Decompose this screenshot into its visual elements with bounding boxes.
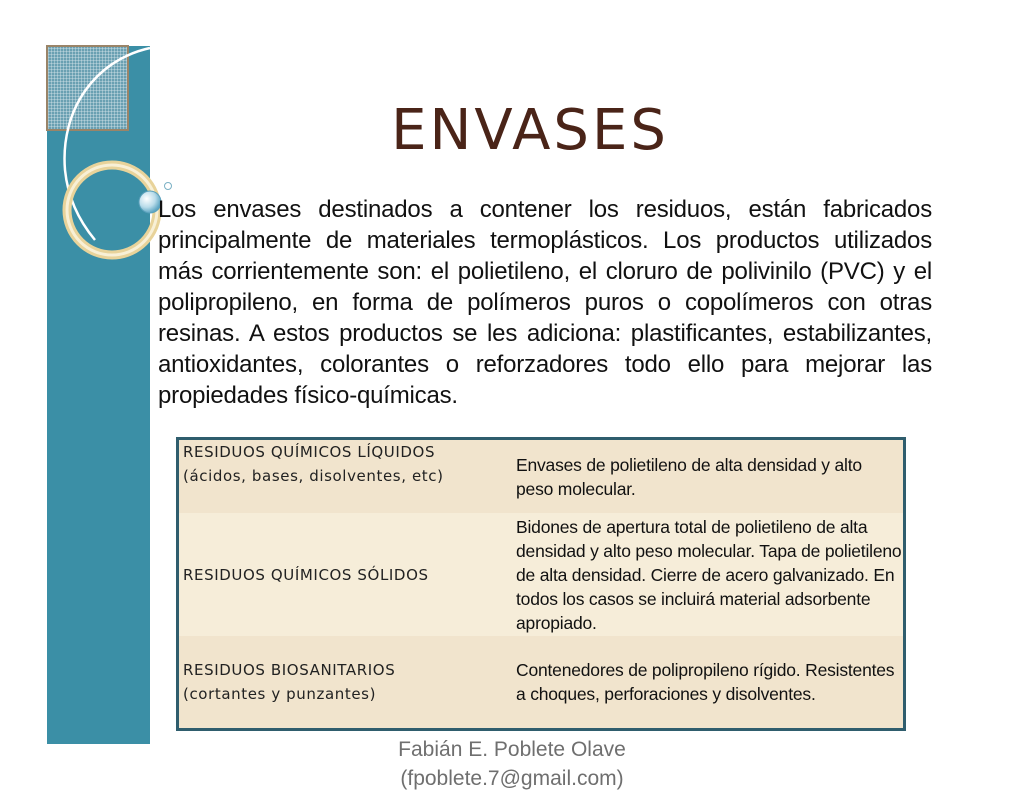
bubble-small: [165, 183, 172, 190]
waste-type-cell: [179, 513, 512, 636]
table-row: [179, 513, 903, 636]
table-row: [179, 636, 903, 728]
table-row: [179, 440, 903, 513]
container-cell: [512, 636, 903, 728]
slide-footer: [330, 735, 694, 793]
waste-type-title: RESIDUOS QUÍMICOS SÓLIDOS: [183, 565, 429, 584]
slide-body-text: Los envases destinados a contener los residuos, están fabricados principalmente de materiales termoplásticos. Los productos utilizados más corrientemente son: el polietileno, el cloruro de polivinilo (PVC) y el polipropileno, en forma de polímeros puros o copolímeros con otras resinas. A estos productos se les adiciona: plastificantes, estabilizantes, antioxidantes, colorantes o reforzadores todo ello para mejorar las propiedades físico-químicas.: [158, 196, 932, 409]
waste-type-detail: (ácidos, bases, disolventes, etc): [183, 467, 444, 485]
container-description: Envases de polietileno de alta densidad y alto peso molecular.: [516, 454, 862, 499]
footer-author: Fabián E. Poblete Olave: [398, 738, 626, 761]
waste-type-title: RESIDUOS QUÍMICOS LÍQUIDOS: [183, 443, 436, 461]
waste-type-title: RESIDUOS BIOSANITARIOS: [183, 661, 396, 679]
waste-type-detail: (cortantes y punzantes): [183, 685, 377, 703]
containers-table: [176, 437, 906, 731]
container-cell: [512, 440, 903, 513]
waste-type-cell: [179, 636, 512, 728]
slide-title: ENVASES: [391, 98, 669, 163]
container-cell: [512, 513, 903, 636]
footer-email: (fpoblete.7@gmail.com): [400, 767, 624, 790]
waste-type-cell: [179, 440, 512, 513]
sidebar-bar: [47, 46, 150, 744]
container-description: Contenedores de polipropileno rígido. Resistentes a choques, perforaciones y disolventes.: [516, 660, 895, 704]
container-description: Bidones de apertura total de polietileno de alta densidad y alto peso molecular. Tapa de polietileno de alta densidad. Cierre de acero galvanizado. En todos los casos se incluirá material adsorbente apropiado.: [516, 516, 902, 633]
